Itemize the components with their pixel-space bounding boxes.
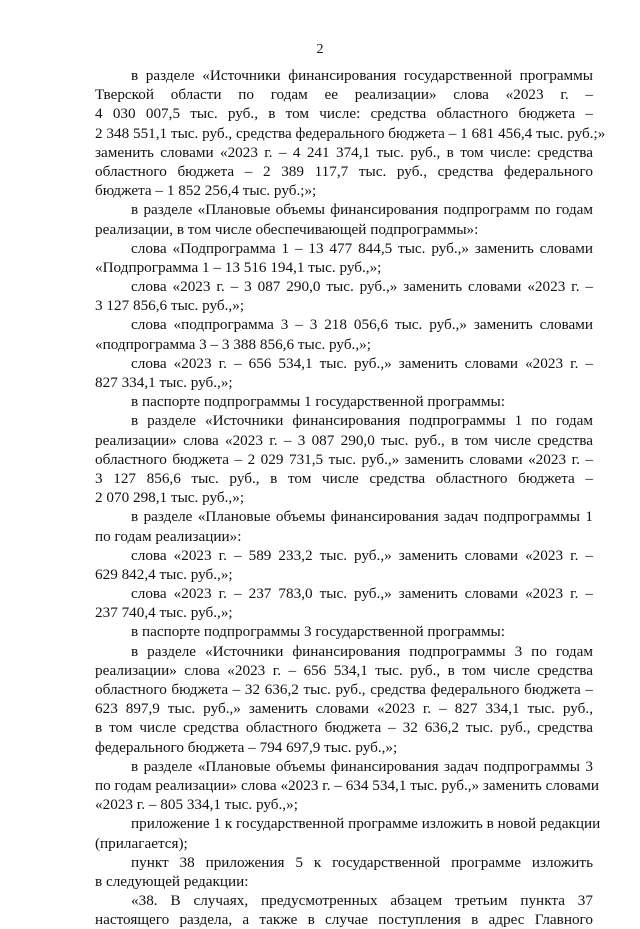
text-line: 237 740,4 тыс. руб.,»; (95, 604, 233, 622)
text-line: 2 348 551,1 тыс. руб., средства федерального бюджета – 1 681 456,4 тыс. руб.;» (95, 124, 606, 142)
text-line: в том числе средства областного бюджета – 32 636,2 тыс. руб., средства (95, 719, 593, 737)
text-line: федерального бюджета – 794 697,9 тыс. руб.,»; (95, 738, 398, 756)
text-line: реализации» слова «2023 г. – 656 534,1 тыс. руб., в том числе средства (95, 661, 593, 679)
text-line: 629 842,4 тыс. руб.,»; (95, 565, 233, 583)
text-line: слова «2023 г. – 237 783,0 тыс. руб.,» заменить словами «2023 г. – (131, 585, 593, 603)
text-line: областного бюджета – 2 029 731,5 тыс. руб.,» заменить словами «2023 г. – (95, 450, 593, 468)
text-line: «подпрограмма 3 – 3 388 856,6 тыс. руб.,»; (95, 335, 371, 353)
page-number: 2 (316, 42, 324, 57)
text-line: в разделе «Источники финансирования подпрограммы 3 по годам (131, 642, 593, 660)
text-line: «38. В случаях, предусмотренных абзацем третьим пункта 37 (131, 892, 593, 910)
text-line: пункт 38 приложения 5 к государственной программе изложить (131, 853, 593, 871)
text-line: бюджета – 1 852 256,4 тыс. руб.;»; (95, 182, 317, 200)
text-line: (прилагается); (95, 834, 188, 852)
text-line: заменить словами «2023 г. – 4 241 374,1 тыс. руб., в том числе: средства (95, 143, 593, 161)
text-line: в паспорте подпрограммы 3 государственной программы: (131, 623, 505, 641)
text-line: 2 070 298,1 тыс. руб.,»; (95, 489, 245, 507)
text-line: слова «2023 г. – 589 233,2 тыс. руб.,» заменить словами «2023 г. – (131, 546, 593, 564)
text-line: реализации, в том числе обеспечивающей подпрограммы»: (95, 220, 479, 238)
text-line: слова «2023 г. – 656 534,1 тыс. руб.,» заменить словами «2023 г. – (131, 354, 593, 372)
text-line: областного бюджета – 2 389 117,7 тыс. руб., средства федерального (95, 162, 593, 180)
text-line: 3 127 856,6 тыс. руб.,»; (95, 297, 245, 315)
text-line: в разделе «Плановые объемы финансирования подпрограмм по годам (131, 201, 593, 219)
text-line: Тверской области по годам ее реализации» слова «2023 г. – (95, 86, 593, 104)
text-line: настоящего раздела, а также в случае поступления в адрес Главного (95, 911, 593, 929)
text-line: по годам реализации» слова «2023 г. – 634 534,1 тыс. руб.,» заменить словами (95, 776, 599, 794)
document-body (95, 66, 606, 929)
text-line: 3 127 856,6 тыс. руб., в том числе средства областного бюджета – (95, 469, 593, 487)
text-line: слова «Подпрограмма 1 – 13 477 844,5 тыс. руб.,» заменить словами (131, 239, 593, 257)
text-line: 4 030 007,5 тыс. руб., в том числе: средства областного бюджета – (95, 105, 593, 123)
text-line: 623 897,9 тыс. руб.,» заменить словами «2023 г. – 827 334,1 тыс. руб., (95, 700, 593, 718)
text-line: в разделе «Плановые объемы финансирования задач подпрограммы 3 (131, 757, 593, 775)
text-line: в разделе «Источники финансирования государственной программы (131, 67, 593, 84)
text-line: в разделе «Плановые объемы финансирования задач подпрограммы 1 (131, 508, 593, 526)
text-line: по годам реализации»: (95, 527, 242, 545)
text-line: «2023 г. – 805 334,1 тыс. руб.,»; (95, 796, 298, 814)
text-line: областного бюджета – 32 636,2 тыс. руб., средства федерального бюджета – (95, 681, 593, 698)
text-line: приложение 1 к государственной программе изложить в новой редакции (131, 815, 601, 833)
text-line: слова «подпрограмма 3 – 3 218 056,6 тыс. руб.,» заменить словами (131, 316, 593, 334)
text-line: в паспорте подпрограммы 1 государственной программы: (131, 393, 505, 411)
text-line: «Подпрограмма 1 – 13 516 194,1 тыс. руб.,»; (95, 258, 382, 276)
text-line: 827 334,1 тыс. руб.,»; (95, 374, 233, 391)
text-line: реализации» слова «2023 г. – 3 087 290,0 тыс. руб., в том числе средства (95, 431, 593, 449)
text-line: в следующей редакции: (95, 872, 249, 890)
text-line: в разделе «Источники финансирования подпрограммы 1 по годам (131, 412, 593, 430)
text-line: слова «2023 г. – 3 087 290,0 тыс. руб.,» заменить словами «2023 г. – (131, 278, 593, 296)
